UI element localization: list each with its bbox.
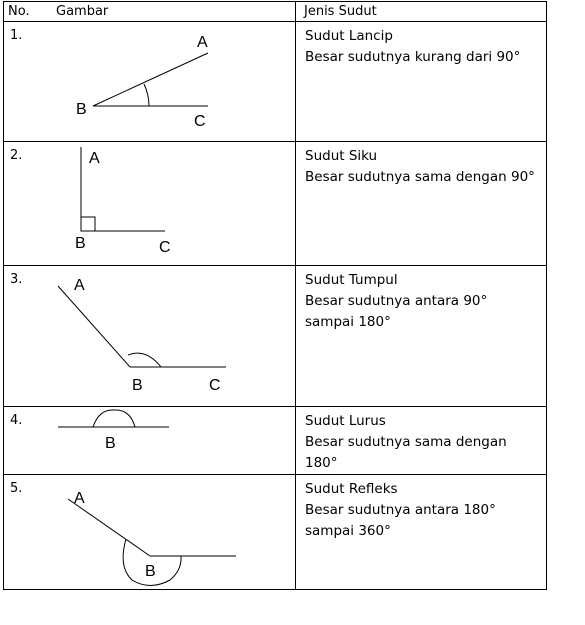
table-row xyxy=(4,142,547,266)
ray-ba xyxy=(93,53,208,106)
figure-cell xyxy=(4,22,296,142)
angle-description-line2: sampai 360° xyxy=(305,523,391,539)
label-a: A xyxy=(89,150,100,167)
label-a: A xyxy=(74,277,85,294)
header-jenis: Jenis Sudut xyxy=(304,4,377,19)
label-b: B xyxy=(76,101,87,118)
label-a: A xyxy=(197,34,208,51)
angle-description-line2: 180° xyxy=(305,455,338,471)
table-row xyxy=(4,407,547,475)
label-b: B xyxy=(132,377,143,394)
description-cell xyxy=(296,266,547,407)
ray-ba xyxy=(58,286,130,367)
table-header-row xyxy=(4,2,547,22)
row-number: 1. xyxy=(10,28,23,43)
description-cell xyxy=(296,407,547,475)
angle-description-line1: Besar sudutnya antara 90° xyxy=(305,293,488,309)
angle-name: Sudut Siku xyxy=(305,148,378,164)
table-row xyxy=(4,22,547,142)
angle-arc xyxy=(128,353,161,367)
angle-name: Sudut Refleks xyxy=(305,481,398,497)
angle-description-line1: Besar sudutnya antara 180° xyxy=(305,502,496,518)
angle-arc xyxy=(144,84,149,106)
row-number: 4. xyxy=(10,413,23,428)
angle-description: Besar sudutnya sama dengan 90° xyxy=(305,169,535,185)
row-number: 5. xyxy=(10,481,23,496)
right-angle-figure xyxy=(4,142,294,264)
angle-types-table xyxy=(3,1,547,590)
description-cell xyxy=(296,142,547,266)
label-c: C xyxy=(194,113,206,130)
figure-cell xyxy=(4,475,296,590)
header-gambar: Gambar xyxy=(56,4,109,19)
reflex-angle-figure xyxy=(4,475,294,588)
label-b: B xyxy=(105,435,116,452)
label-a: A xyxy=(74,490,85,507)
figure-cell xyxy=(4,407,296,475)
header-left-cell xyxy=(4,2,296,22)
table-row xyxy=(4,266,547,407)
angle-name: Sudut Lurus xyxy=(305,413,386,429)
label-c: C xyxy=(209,377,221,394)
angle-name: Sudut Tumpul xyxy=(305,272,398,288)
angle-arc xyxy=(93,410,135,427)
straight-angle-figure xyxy=(4,407,294,466)
row-number: 3. xyxy=(10,272,23,287)
label-b: B xyxy=(75,235,86,252)
header-right-cell xyxy=(296,2,547,22)
angle-description: Besar sudutnya kurang dari 90° xyxy=(305,49,521,65)
table-row xyxy=(4,475,547,590)
label-c: C xyxy=(159,239,171,256)
description-cell xyxy=(296,22,547,142)
row-number: 2. xyxy=(10,148,23,163)
acute-angle-figure xyxy=(4,22,294,140)
ray-ba xyxy=(68,499,150,556)
label-b: B xyxy=(145,563,156,580)
angle-name: Sudut Lancip xyxy=(305,28,393,44)
angle-description-line2: sampai 180° xyxy=(305,314,391,330)
obtuse-angle-figure xyxy=(4,266,294,405)
figure-cell xyxy=(4,142,296,266)
figure-cell xyxy=(4,266,296,407)
description-cell xyxy=(296,475,547,590)
header-no: No. xyxy=(8,4,30,19)
angle-description-line1: Besar sudutnya sama dengan xyxy=(305,434,507,450)
right-angle-mark xyxy=(81,217,95,231)
